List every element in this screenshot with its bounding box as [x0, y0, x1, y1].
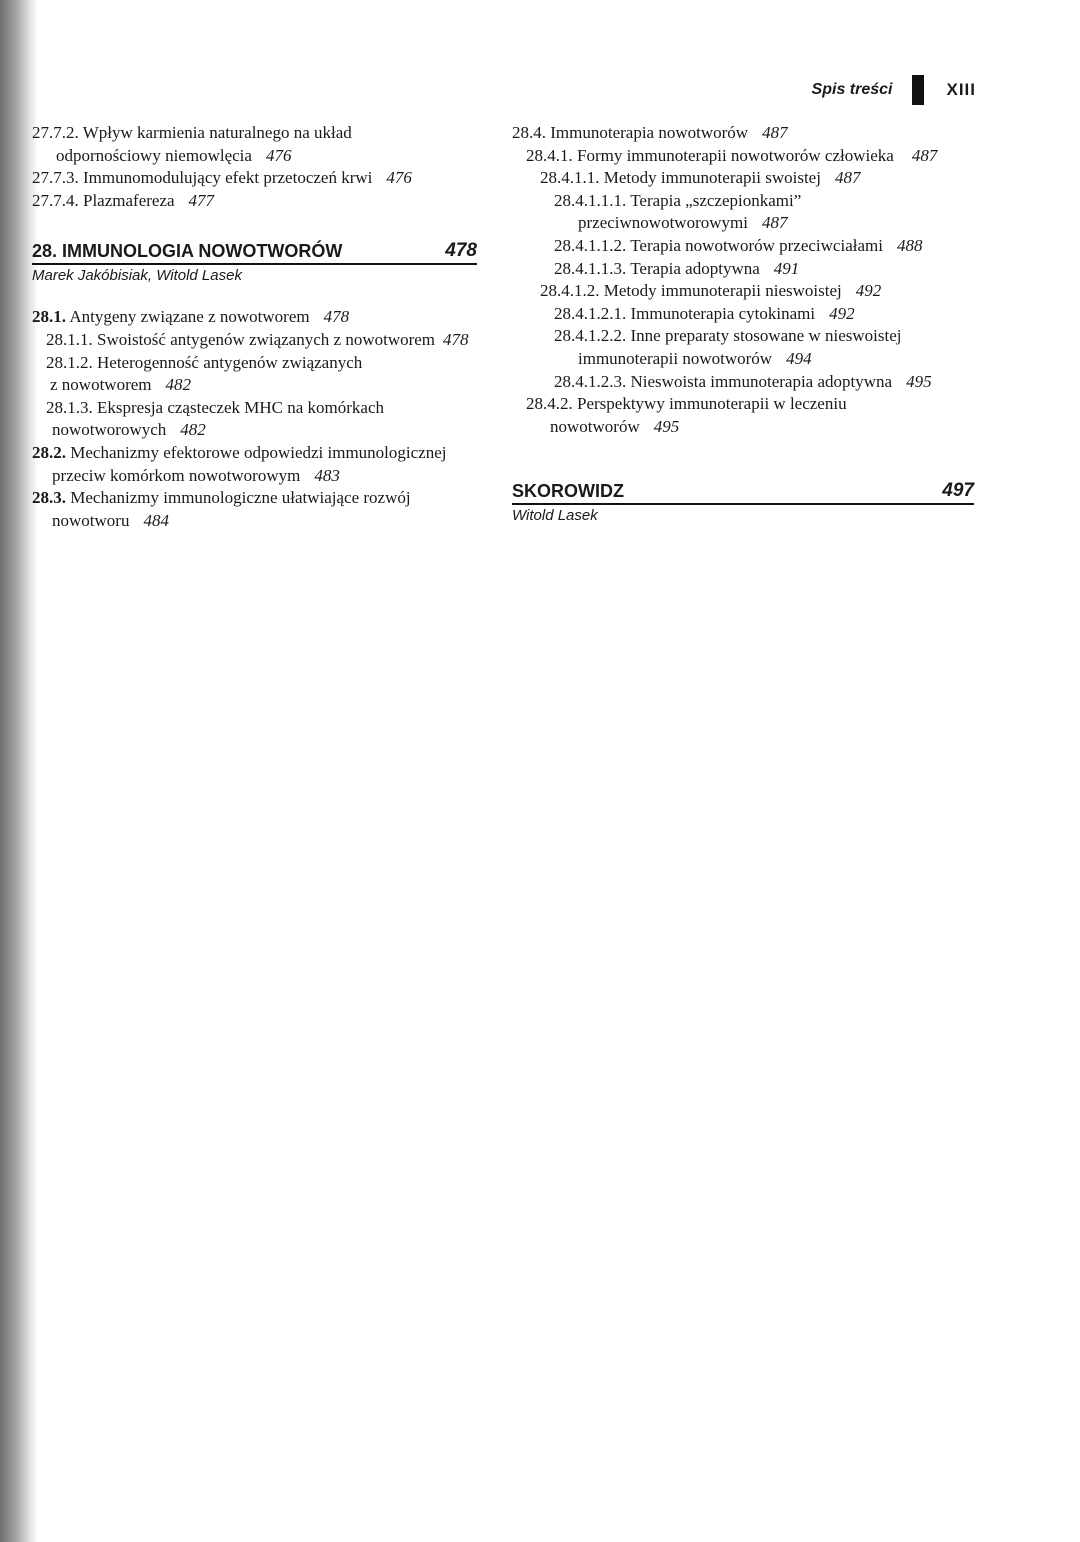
- page-ref: 476: [386, 168, 412, 188]
- index-page: 497: [942, 480, 974, 502]
- chapter-title: IMMUNOLOGIA NOWOTWORÓW: [62, 241, 343, 262]
- section-title: Spis treści: [811, 81, 893, 98]
- toc-entry-28-4-1-1-3: 28.4.1.1.3. Terapia adoptywna 491: [554, 258, 800, 278]
- toc-entry-28-3-cont: nowotworu 484: [52, 510, 169, 530]
- chapter-heading: [32, 240, 477, 265]
- page-ref: 477: [188, 190, 215, 210]
- page-ref: 488: [896, 235, 923, 255]
- toc-entry-28-4-1-1-1: 28.4.1.1.1. Terapia „szczepionkami”: [554, 190, 802, 210]
- page-ref: 484: [143, 510, 169, 530]
- toc-entry-28-3: 28.3. Mechanizmy immunologiczne ułatwiające rozwój: [32, 488, 411, 508]
- index-section: [512, 480, 974, 524]
- page-ref: 491: [773, 258, 800, 278]
- index-authors: Witold Lasek: [512, 507, 598, 525]
- page-ref: 495: [653, 416, 680, 436]
- toc-entry-27-7-2-cont: odpornościowy niemowlęcia 476: [56, 145, 292, 165]
- toc-entry-28-1-2: 28.1.2. Heterogenność antygenów związanych: [46, 352, 363, 372]
- page-ref: 492: [855, 281, 882, 301]
- chapter-authors: Marek Jakóbisiak, Witold Lasek: [32, 267, 242, 285]
- toc-entry-27-7-2: 27.7.2. Wpływ karmienia naturalnego na układ: [32, 123, 352, 142]
- toc-entry-28-4-1: 28.4.1. Formy immunoterapii nowotworów człowieka 487: [526, 145, 938, 165]
- toc-entry-27-7-3: 27.7.3. Immunomodulujący efekt przetoczeń krwi 476: [32, 168, 412, 188]
- toc-entry-28-4-1-1-1-cont: przeciwnowotworowymi 487: [578, 213, 788, 233]
- chapter-page: 478: [445, 240, 477, 262]
- toc-entry-28-1-1: 28.1.1. Swoistość antygenów związanych z nowotworem 478: [46, 329, 469, 349]
- toc-entry-28-1-2-cont: z nowotworem 482: [50, 375, 192, 395]
- page-ref: 476: [265, 145, 292, 165]
- page-ref: 483: [314, 465, 340, 485]
- toc-entry-28-2: 28.2. Mechanizmy efektorowe odpowiedzi immunologicznej: [32, 442, 447, 462]
- index-title: SKOROWIDZ: [512, 481, 624, 502]
- toc-entry-28-4-1-2-1: 28.4.1.2.1. Immunoterapia cytokinami 492: [554, 303, 855, 323]
- toc-entry-28-4-1-2-2-cont: immunoterapii nowotworów 494: [578, 348, 812, 368]
- toc-entry-28-4-2-cont: nowotworów 495: [550, 416, 680, 436]
- toc-entry-28-1: 28.1. Antygeny związane z nowotworem 478: [32, 307, 350, 327]
- toc-entry-28-1-3: 28.1.3. Ekspresja cząsteczek MHC na komórkach: [46, 397, 384, 417]
- page-ref: 492: [829, 303, 855, 323]
- page-ref: 495: [906, 371, 932, 391]
- toc-entry-28-4-1-2: 28.4.1.2. Metody immunoterapii nieswoistej 492: [540, 281, 882, 301]
- toc-entry-28-4-1-1: 28.4.1.1. Metody immunoterapii swoistej 487: [540, 168, 861, 188]
- chapter-number: 28.: [32, 241, 58, 262]
- page-ref: 478: [443, 329, 469, 349]
- toc-left-column: [32, 122, 477, 532]
- toc-entry-28-4-2: 28.4.2. Perspektywy immunoterapii w leczeniu: [526, 394, 847, 414]
- running-head: [812, 75, 976, 105]
- toc-entry-28-1-3-cont: nowotworowych 482: [52, 420, 206, 440]
- page-ref: 478: [323, 307, 350, 327]
- toc-entry-28-4: 28.4. Immunoterapia nowotworów 487: [512, 123, 788, 142]
- page-ref: 487: [911, 145, 938, 165]
- toc-entry-27-7-4: 27.7.4. Plazmafereza 477: [32, 190, 215, 210]
- toc-entry-28-4-1-2-3: 28.4.1.2.3. Nieswoista immunoterapia adoptywna 495: [554, 371, 932, 391]
- header-bar-mark: [912, 75, 924, 105]
- page-number: XIII: [946, 80, 976, 99]
- page-ref: 487: [762, 123, 788, 142]
- page-ref: 482: [180, 420, 206, 440]
- toc-entry-28-4-1-2-2: 28.4.1.2.2. Inne preparaty stosowane w nieswoistej: [554, 326, 902, 346]
- toc-entry-28-2-cont: przeciw komórkom nowotworowym 483: [52, 465, 340, 485]
- index-heading: [512, 480, 974, 505]
- toc-right-column: [512, 122, 974, 524]
- page-ref: 482: [165, 375, 192, 395]
- page-ref: 494: [786, 348, 812, 368]
- page-ref: 487: [834, 168, 861, 188]
- toc-entry-28-4-1-1-2: 28.4.1.1.2. Terapia nowotworów przeciwciałami 488: [554, 235, 923, 255]
- page-ref: 487: [761, 213, 788, 233]
